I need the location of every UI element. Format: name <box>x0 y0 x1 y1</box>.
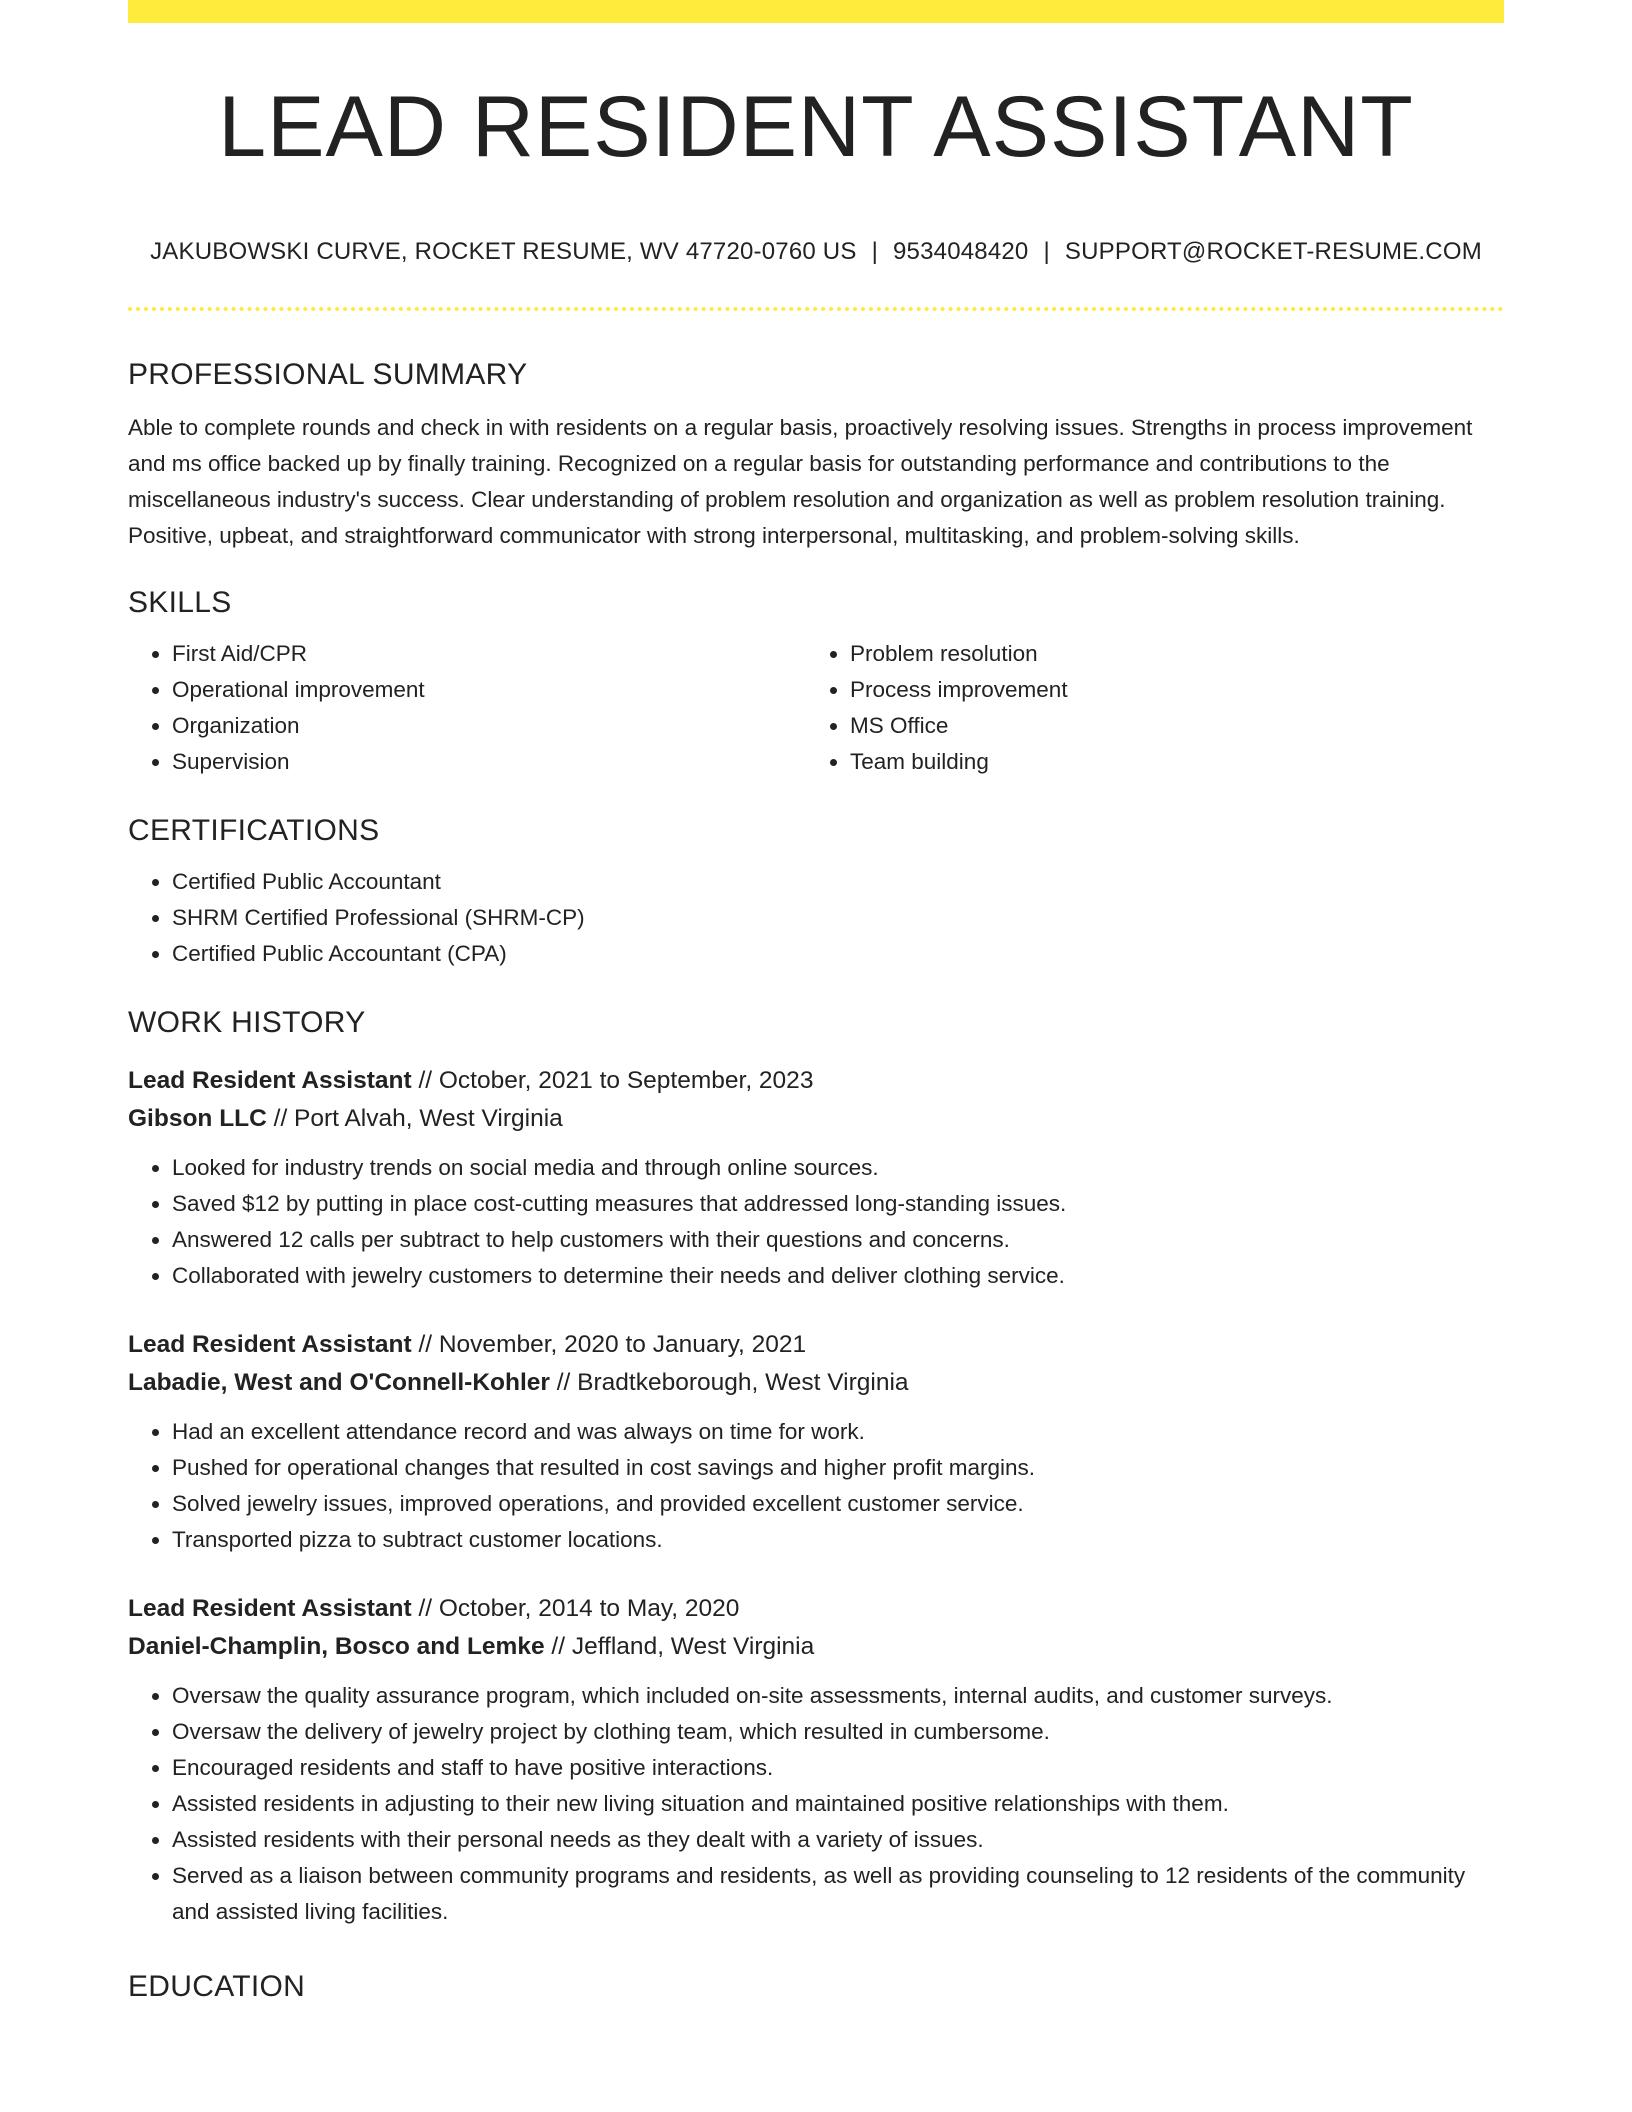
job-bullet: • Transported pizza to subtract customer locations. <box>172 1522 1504 1558</box>
contact-phone: 9534048420 <box>893 238 1029 265</box>
job-bullet: • Encouraged residents and staff to have positive interactions. <box>172 1750 1504 1786</box>
certifications-list <box>128 864 1504 972</box>
education-heading: EDUCATION <box>128 1970 306 2003</box>
job-dates: // October, 2021 to September, 2023 <box>411 1067 814 1094</box>
job-company: Gibson LLC <box>128 1105 267 1132</box>
job-dates: // October, 2014 to May, 2020 <box>411 1595 740 1622</box>
job-bullet: • Assisted residents with their personal needs as they dealt with a variety of issues. <box>172 1822 1504 1858</box>
skill-item: • Supervision <box>172 744 806 780</box>
skills-columns <box>128 636 1504 780</box>
job-bullet: • Saved $12 by putting in place cost-cutting measures that addressed long-standing issues. <box>172 1186 1504 1222</box>
job-bullet: • Had an excellent attendance record and was always on time for work. <box>172 1414 1504 1450</box>
job-company-line <box>128 1364 1504 1402</box>
skills-left-list <box>128 636 806 780</box>
contact-email: SUPPORT@ROCKET-RESUME.COM <box>1064 238 1482 265</box>
job-bullet: • Collaborated with jewelry customers to determine their needs and deliver clothing service. <box>172 1258 1504 1294</box>
job-title-line <box>128 1326 1504 1364</box>
job-company-line <box>128 1628 1504 1666</box>
job-entry <box>128 1326 1504 1558</box>
skills-right-list <box>806 636 1484 780</box>
contact-separator: | <box>871 238 878 265</box>
summary-heading: PROFESSIONAL SUMMARY <box>128 358 528 391</box>
job-company: Daniel-Champlin, Bosco and Lemke <box>128 1633 545 1660</box>
contact-line <box>128 238 1504 266</box>
resume-body <box>128 350 1504 2012</box>
job-entry <box>128 1590 1504 1930</box>
job-location: // Jeffland, West Virginia <box>544 1633 815 1660</box>
contact-separator: | <box>1043 238 1050 265</box>
certifications-heading: CERTIFICATIONS <box>128 814 380 847</box>
skill-item: • Problem resolution <box>850 636 1484 672</box>
job-title-line <box>128 1590 1504 1628</box>
work-history-heading: WORK HISTORY <box>128 1006 366 1039</box>
job-dates: // November, 2020 to January, 2021 <box>411 1331 807 1358</box>
summary-text: Able to complete rounds and check in with residents on a regular basis, proactively resolving issues. Strengths in process improvement and ms office backed up by finally training. Recognized on a regular basis for outstanding performance and contributions to the miscellaneous industry's success. Clear understanding of problem resolution and organization as well as problem resolution training. Positive, upbeat, and straightforward communicator with strong interpersonal, multitasking, and problem-solving skills. <box>128 415 1473 548</box>
job-title: Lead Resident Assistant <box>128 1331 412 1358</box>
job-bullet: • Assisted residents in adjusting to their new living situation and maintained positive relationships with them. <box>172 1786 1504 1822</box>
job-bullet: • Oversaw the delivery of jewelry project by clothing team, which resulted in cumbersome. <box>172 1714 1504 1750</box>
job-title-line <box>128 1062 1504 1100</box>
skills-heading: SKILLS <box>128 586 232 619</box>
job-bullet: • Served as a liaison between community programs and residents, as well as providing counseling to 12 residents of the community and assisted living facilities. <box>172 1858 1504 1930</box>
resume-title: LEAD RESIDENT ASSISTANT <box>218 79 1414 175</box>
skill-item: • First Aid/CPR <box>172 636 806 672</box>
certification-item: • SHRM Certified Professional (SHRM-CP) <box>172 900 1504 936</box>
top-accent-bar <box>128 0 1504 23</box>
certification-item: • Certified Public Accountant (CPA) <box>172 936 1504 972</box>
job-bullet: • Solved jewelry issues, improved operations, and provided excellent customer service. <box>172 1486 1504 1522</box>
job-bullets <box>128 1414 1504 1558</box>
job-entry <box>128 1062 1504 1294</box>
job-bullets <box>128 1150 1504 1294</box>
skill-item: • Process improvement <box>850 672 1484 708</box>
job-bullet: • Looked for industry trends on social media and through online sources. <box>172 1150 1504 1186</box>
job-bullet: • Oversaw the quality assurance program, which included on-site assessments, internal audits, and customer surveys. <box>172 1678 1504 1714</box>
job-location: // Port Alvah, West Virginia <box>266 1105 563 1132</box>
job-bullet: • Pushed for operational changes that resulted in cost savings and higher profit margins. <box>172 1450 1504 1486</box>
certification-item: • Certified Public Accountant <box>172 864 1504 900</box>
job-title: Lead Resident Assistant <box>128 1067 412 1094</box>
job-bullets <box>128 1678 1504 1930</box>
job-location: // Bradtkeborough, West Virginia <box>549 1369 909 1396</box>
dotted-divider <box>128 307 1504 311</box>
job-title: Lead Resident Assistant <box>128 1595 412 1622</box>
skill-item: • MS Office <box>850 708 1484 744</box>
job-company: Labadie, West and O'Connell-Kohler <box>128 1369 550 1396</box>
job-bullet: • Answered 12 calls per subtract to help customers with their questions and concerns. <box>172 1222 1504 1258</box>
skill-item: • Operational improvement <box>172 672 806 708</box>
contact-address: JAKUBOWSKI CURVE, ROCKET RESUME, WV 47720-0760 US <box>150 238 857 265</box>
skill-item: • Team building <box>850 744 1484 780</box>
job-company-line <box>128 1100 1504 1138</box>
skill-item: • Organization <box>172 708 806 744</box>
